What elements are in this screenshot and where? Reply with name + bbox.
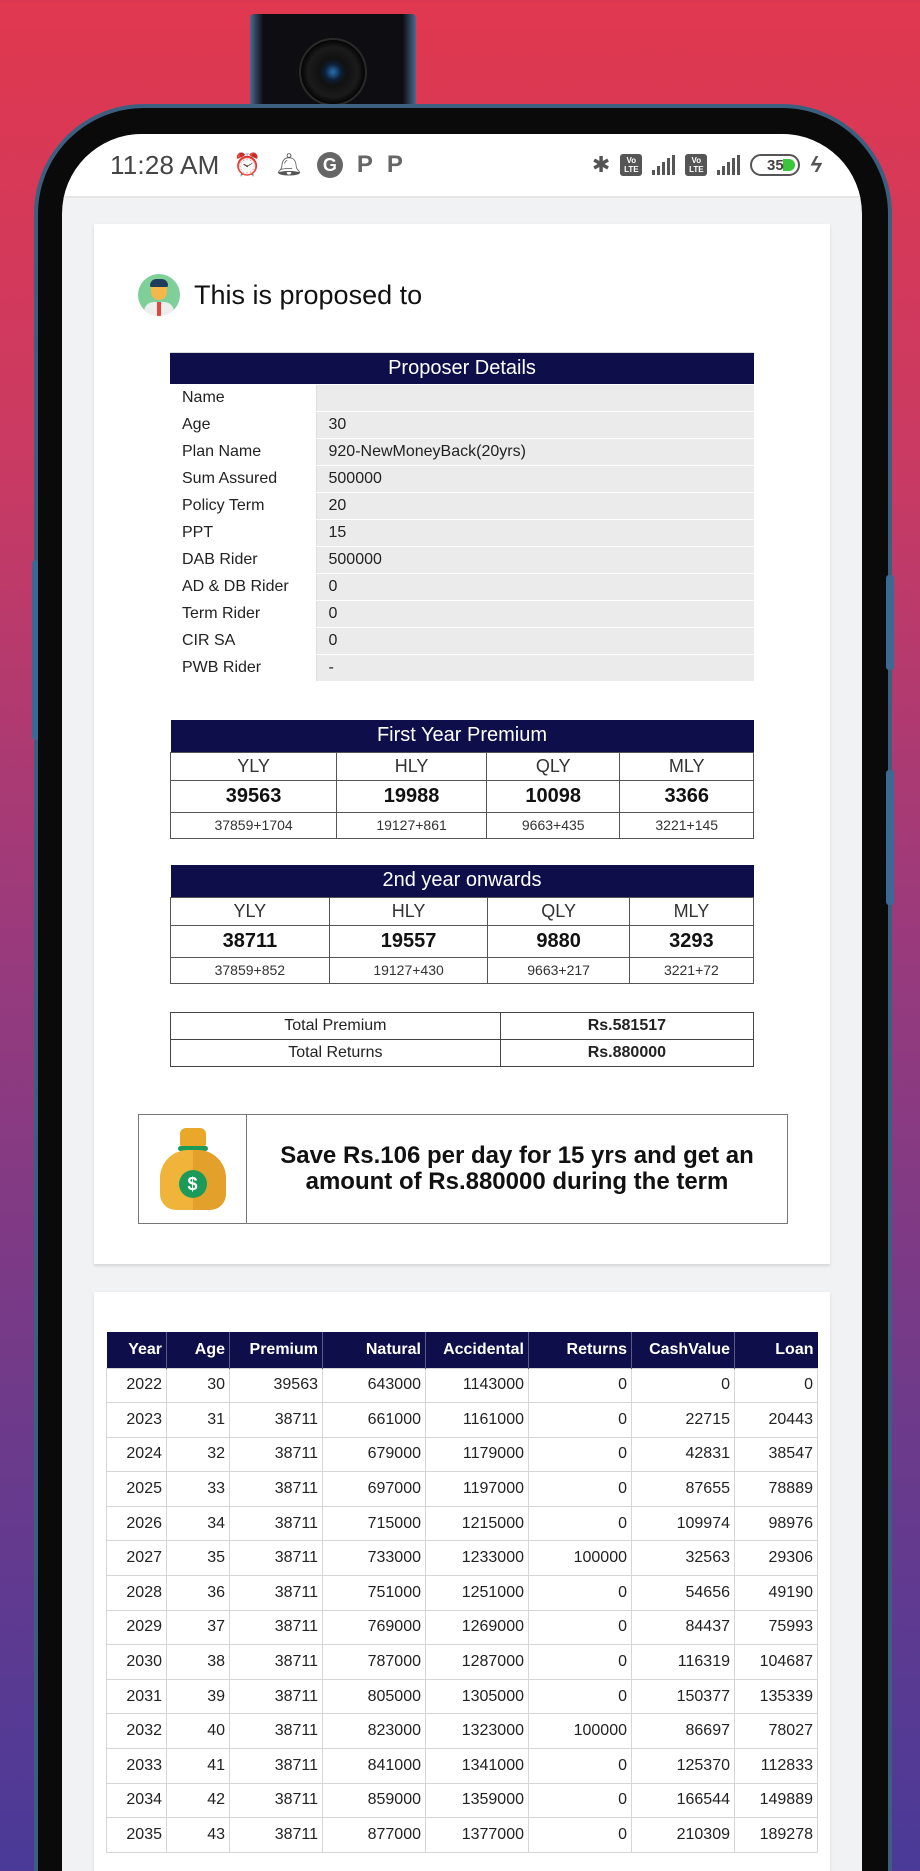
camera-lens-icon (299, 38, 367, 106)
proposal-card (94, 224, 830, 1264)
benefit-illustration-card (94, 1292, 830, 1871)
bluetooth-icon: ✱ (591, 152, 611, 177)
proposer-details-table (170, 352, 754, 682)
detail-row: Name (170, 385, 754, 412)
table-row: 2026 34 38711 715000 1215000 0 109974 98976 (107, 1506, 818, 1541)
table-row: 2025 33 38711 697000 1197000 0 87655 78889 (107, 1472, 818, 1507)
table-row: 2032 40 38711 823000 1323000 100000 86697 78027 (107, 1714, 818, 1749)
person-avatar-icon (138, 274, 180, 316)
benefit-illustration-table: Year Age Premium Natural Accidental Returns CashValue Loan 2022 30 39563 643000 1143000 0 0 0 2023 31 38711 661000 1161000 0 22715 20443 2024 32 38711 679000 1179000 0 42831 38547 2025 33 38711 697000 1197000 0 87655 78889 2026 34 38711 715000 1215000 0 109974 98976 2027 35 38711 733000 1233000 100000 32563 29306 2028 36 38711 751000 1251000 0 54656 49190 2029 37 38711 769000 1269000 0 84437 75993 2030 38 38711 787000 1287000 0 116319 104687 2031 39 38711 805000 1305000 0 150377 135339 2032 40 38711 823000 1323000 100000 86697 78027 2033 41 38711 841000 1341000 0 125370 112833 2034 42 38711 859000 1359000 0 166544 149889 2035 43 38711 877000 1377000 0 210309 189278 (106, 1332, 818, 1853)
status-time: 11:28 AM (110, 149, 220, 180)
table-row: 2023 31 38711 661000 1161000 0 22715 20443 (107, 1403, 818, 1438)
bell-icon: 🔔︎ (274, 152, 303, 177)
money-bag-icon: $ (158, 1128, 228, 1210)
detail-row: PWB Rider - (170, 655, 754, 682)
detail-row: Age 30 (170, 412, 754, 439)
table-row: 2028 36 38711 751000 1251000 0 54656 49190 (107, 1576, 818, 1611)
battery-icon: 35 (750, 154, 800, 176)
table-row: 2035 43 38711 877000 1377000 0 210309 189278 (107, 1818, 818, 1853)
proposer-details-header: Proposer Details (170, 353, 754, 385)
detail-row: Plan Name 920-NewMoneyBack(20yrs) (170, 439, 754, 466)
total-premium-label: Total Premium (171, 1013, 501, 1040)
totals-table (170, 1012, 754, 1067)
savings-message: Save Rs.106 per day for 15 yrs and get an amount of Rs.880000 during the term (280, 1142, 754, 1195)
detail-row: Term Rider 0 (170, 601, 754, 628)
side-button-left (32, 560, 38, 740)
p-app-icon: P (356, 151, 373, 178)
power-button (886, 770, 894, 905)
proposal-heading (138, 274, 422, 316)
total-returns-label: Total Returns (171, 1040, 501, 1067)
table-row: 2022 30 39563 643000 1143000 0 0 0 (107, 1368, 818, 1403)
second-year-premium-table: 2nd year onwards YLY HLY QLY MLY 38711 19557 9880 3293 37859+852 19127+430 9663+217 3221+72 (170, 865, 754, 984)
first-year-premium-table: First Year Premium YLY HLY QLY MLY 39563 19988 10098 3366 37859+1704 19127+861 9663+435 3221+145 (170, 720, 754, 839)
status-bar (62, 134, 862, 198)
table-row: 2029 37 38711 769000 1269000 0 84437 75993 (107, 1610, 818, 1645)
popup-camera (250, 14, 416, 114)
table-row: 2024 32 38711 679000 1179000 0 42831 38547 (107, 1437, 818, 1472)
volte-icon-2: Vo LTE (685, 154, 707, 176)
savings-banner (138, 1114, 788, 1224)
proposal-title: This is proposed to (194, 279, 423, 310)
first-year-premium-header: First Year Premium (171, 720, 754, 752)
total-premium-value: Rs.581517 (500, 1013, 753, 1040)
signal-icon (652, 155, 675, 175)
detail-row: AD & DB Rider 0 (170, 574, 754, 601)
alarm-icon: ⏰ (233, 152, 261, 177)
detail-row: Policy Term 20 (170, 493, 754, 520)
detail-row: CIR SA 0 (170, 628, 754, 655)
second-year-premium-header: 2nd year onwards (171, 865, 754, 897)
signal-icon-2 (717, 155, 740, 175)
table-row: 2033 41 38711 841000 1341000 0 125370 112833 (107, 1749, 818, 1784)
volte-icon: Vo LTE (620, 154, 642, 176)
table-row: 2030 38 38711 787000 1287000 0 116319 104687 (107, 1645, 818, 1680)
detail-row: DAB Rider 500000 (170, 547, 754, 574)
p-app-icon-2: P (386, 151, 403, 178)
table-row: 2027 35 38711 733000 1233000 100000 32563 29306 (107, 1541, 818, 1576)
charging-icon: ϟ (810, 152, 822, 177)
total-returns-value: Rs.880000 (500, 1040, 753, 1067)
g-app-icon: G (317, 152, 343, 178)
volume-button (886, 575, 894, 670)
table-row: 2031 39 38711 805000 1305000 0 150377 135339 (107, 1679, 818, 1714)
table-row: 2034 42 38711 859000 1359000 0 166544 149889 (107, 1783, 818, 1818)
phone-screen (62, 134, 862, 1871)
detail-row: Sum Assured 500000 (170, 466, 754, 493)
detail-row: PPT 15 (170, 520, 754, 547)
